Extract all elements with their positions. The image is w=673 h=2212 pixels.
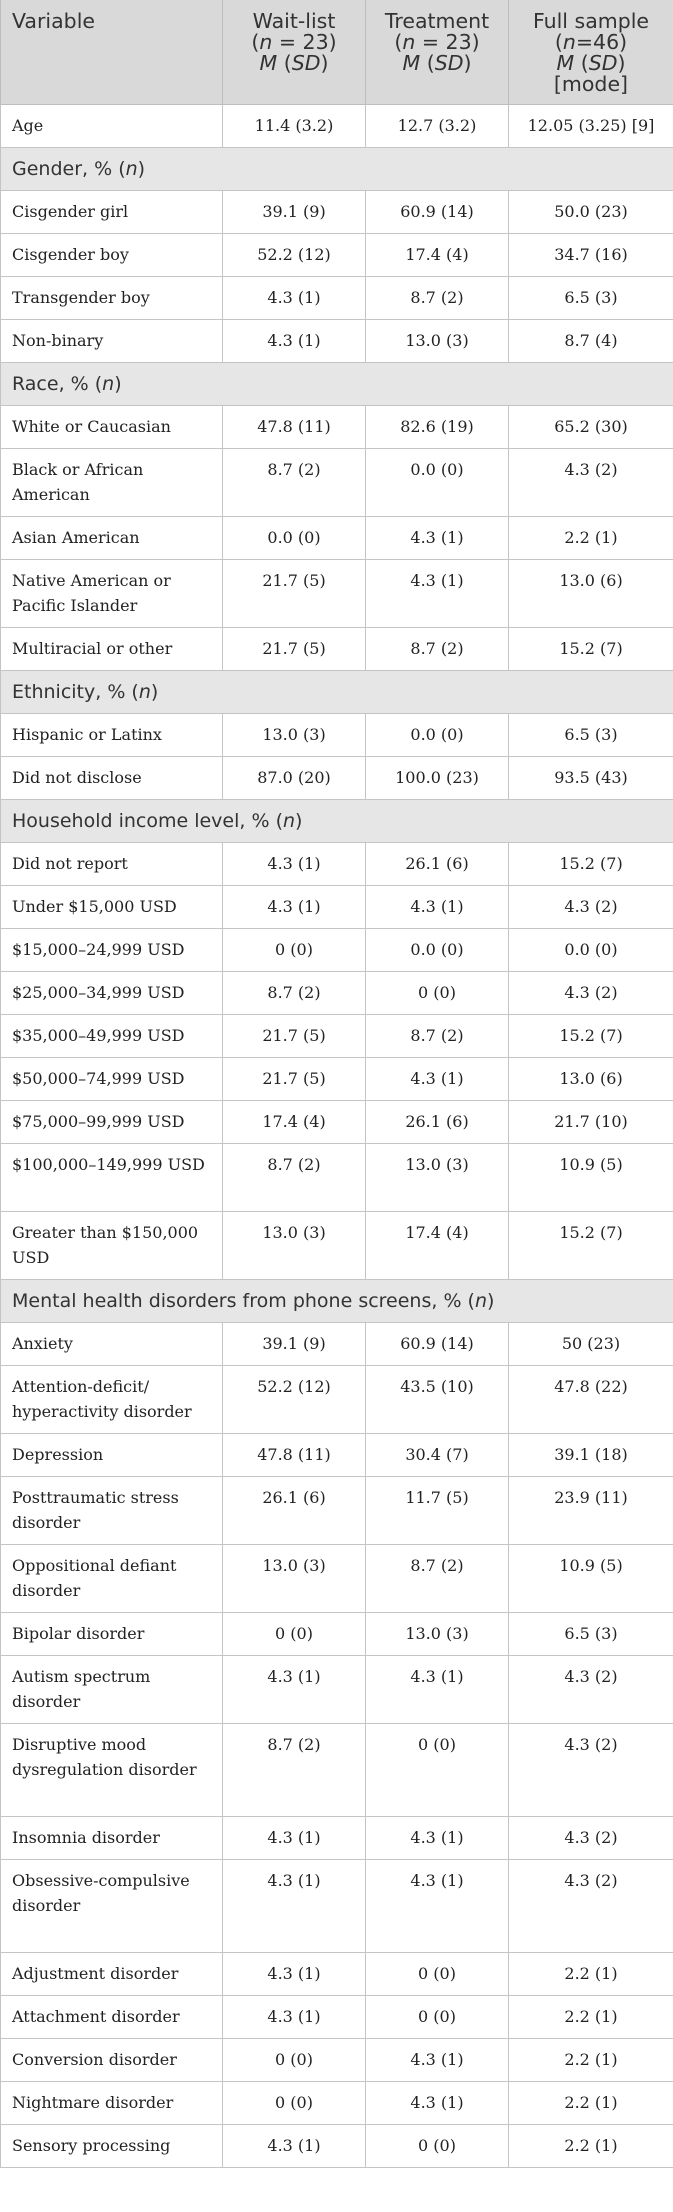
full-sample-value: 39.1 (18) [509,1433,673,1476]
full-sample-value: 47.8 (22) [509,1365,673,1433]
treatment-value: 0.0 (0) [366,928,509,971]
full-sample-value: 21.7 (10) [509,1100,673,1143]
full-sample-value: 6.5 (3) [509,713,673,756]
row-label: $100,000–149,999 USD [1,1143,223,1211]
table-row [1,713,673,756]
full-sample-value: 6.5 (3) [509,276,673,319]
header-full-sample: Full sample (n=46) M (SD) [mode] [509,0,673,104]
row-label: Native American or Pacific Islander [1,559,223,627]
full-sample-value: 50 (23) [509,1322,673,1365]
section-header-row [1,670,673,713]
waitlist-value: 26.1 (6) [223,1476,366,1544]
row-label: Under $15,000 USD [1,885,223,928]
waitlist-value: 4.3 (1) [223,885,366,928]
full-sample-value: 4.3 (2) [509,1655,673,1723]
table-row [1,756,673,799]
row-label: Anxiety [1,1322,223,1365]
table-row [1,928,673,971]
waitlist-value: 4.3 (1) [223,842,366,885]
full-sample-value: 6.5 (3) [509,1612,673,1655]
row-label: Transgender boy [1,276,223,319]
row-label: Black or African American [1,448,223,516]
table-row [1,1612,673,1655]
full-sample-value: 2.2 (1) [509,1952,673,1995]
treatment-value: 13.0 (3) [366,1143,509,1211]
row-label: Did not disclose [1,756,223,799]
full-sample-value: 4.3 (2) [509,1816,673,1859]
full-sample-value: 2.2 (1) [509,516,673,559]
row-label: Cisgender boy [1,233,223,276]
treatment-value: 0 (0) [366,1995,509,2038]
table-row [1,1057,673,1100]
full-sample-value: 15.2 (7) [509,627,673,670]
waitlist-value: 8.7 (2) [223,1723,366,1816]
full-sample-value: 8.7 (4) [509,319,673,362]
header-variable-label: Variable [12,9,96,33]
row-label: Oppositional defiant disorder [1,1544,223,1612]
full-sample-value: 15.2 (7) [509,842,673,885]
full-sample-value: 2.2 (1) [509,1995,673,2038]
treatment-value: 8.7 (2) [366,1544,509,1612]
treatment-value: 8.7 (2) [366,276,509,319]
waitlist-value: 52.2 (12) [223,1365,366,1433]
row-label: Asian American [1,516,223,559]
treatment-value: 0 (0) [366,1952,509,1995]
table-row [1,842,673,885]
table-row [1,190,673,233]
full-sample-value: 12.05 (3.25) [9] [509,104,673,147]
full-sample-value: 4.3 (2) [509,971,673,1014]
header-waitlist: Wait-list (n = 23) M (SD) [223,0,366,104]
table-row [1,1723,673,1816]
table-row [1,405,673,448]
row-label: Attachment disorder [1,1995,223,2038]
waitlist-value: 4.3 (1) [223,2124,366,2167]
treatment-value: 4.3 (1) [366,1859,509,1952]
table-row [1,319,673,362]
row-label: Adjustment disorder [1,1952,223,1995]
treatment-value: 43.5 (10) [366,1365,509,1433]
waitlist-value: 0 (0) [223,1612,366,1655]
full-sample-value: 10.9 (5) [509,1143,673,1211]
full-sample-value: 0.0 (0) [509,928,673,971]
waitlist-value: 39.1 (9) [223,1322,366,1365]
treatment-value: 4.3 (1) [366,1655,509,1723]
table-row [1,2038,673,2081]
waitlist-value: 52.2 (12) [223,233,366,276]
full-sample-value: 93.5 (43) [509,756,673,799]
row-label: Did not report [1,842,223,885]
table-row [1,1322,673,1365]
waitlist-value: 47.8 (11) [223,405,366,448]
table-row [1,1952,673,1995]
section-title: Race, % (n) [1,362,673,405]
row-label: Conversion disorder [1,2038,223,2081]
waitlist-value: 4.3 (1) [223,319,366,362]
table-row [1,885,673,928]
treatment-value: 82.6 (19) [366,405,509,448]
header-row [1,0,673,104]
waitlist-value: 0 (0) [223,2038,366,2081]
treatment-value: 0 (0) [366,1723,509,1816]
waitlist-value: 0 (0) [223,928,366,971]
table-row [1,448,673,516]
treatment-value: 26.1 (6) [366,1100,509,1143]
table-row [1,971,673,1014]
header-full-name: Full sample [532,9,650,33]
treatment-value: 13.0 (3) [366,1612,509,1655]
table-header [1,0,673,104]
treatment-value: 60.9 (14) [366,190,509,233]
row-label: Attention-deficit/ hyperactivity disorder [1,1365,223,1433]
full-sample-value: 4.3 (2) [509,885,673,928]
waitlist-value: 21.7 (5) [223,559,366,627]
table-row [1,276,673,319]
full-sample-value: 4.3 (2) [509,1859,673,1952]
waitlist-value: 13.0 (3) [223,1211,366,1279]
treatment-value: 11.7 (5) [366,1476,509,1544]
full-sample-value: 2.2 (1) [509,2081,673,2124]
row-label: White or Caucasian [1,405,223,448]
waitlist-value: 4.3 (1) [223,1995,366,2038]
full-sample-value: 15.2 (7) [509,1211,673,1279]
waitlist-value: 4.3 (1) [223,1952,366,1995]
table-row [1,516,673,559]
section-title: Mental health disorders from phone screens, % (n) [1,1279,673,1322]
treatment-value: 13.0 (3) [366,319,509,362]
row-label: $75,000–99,999 USD [1,1100,223,1143]
table-row [1,1143,673,1211]
waitlist-value: 8.7 (2) [223,1143,366,1211]
waitlist-value: 4.3 (1) [223,1859,366,1952]
row-label: Age [1,104,223,147]
table-row [1,1211,673,1279]
waitlist-value: 4.3 (1) [223,1655,366,1723]
waitlist-value: 13.0 (3) [223,713,366,756]
treatment-value: 4.3 (1) [366,559,509,627]
section-title: Gender, % (n) [1,147,673,190]
table-row [1,1544,673,1612]
waitlist-value: 8.7 (2) [223,448,366,516]
waitlist-value: 4.3 (1) [223,1816,366,1859]
table-row [1,104,673,147]
waitlist-value: 47.8 (11) [223,1433,366,1476]
table-row [1,1365,673,1433]
table-row [1,1100,673,1143]
table-row [1,233,673,276]
header-treatment: Treatment (n = 23) M (SD) [366,0,509,104]
full-sample-value: 2.2 (1) [509,2038,673,2081]
row-label: Nightmare disorder [1,2081,223,2124]
treatment-value: 0 (0) [366,2124,509,2167]
treatment-value: 4.3 (1) [366,2081,509,2124]
full-sample-value: 23.9 (11) [509,1476,673,1544]
table-row [1,2124,673,2167]
table-row [1,1014,673,1057]
waitlist-value: 4.3 (1) [223,276,366,319]
treatment-value: 17.4 (4) [366,1211,509,1279]
row-label: $50,000–74,999 USD [1,1057,223,1100]
row-label: Cisgender girl [1,190,223,233]
waitlist-value: 17.4 (4) [223,1100,366,1143]
table-row [1,559,673,627]
treatment-value: 100.0 (23) [366,756,509,799]
full-sample-value: 50.0 (23) [509,190,673,233]
treatment-value: 17.4 (4) [366,233,509,276]
treatment-value: 0.0 (0) [366,448,509,516]
table-row [1,1995,673,2038]
table-row [1,1655,673,1723]
table-row [1,2081,673,2124]
header-waitlist-name: Wait-list [252,9,336,33]
waitlist-value: 0.0 (0) [223,516,366,559]
waitlist-value: 21.7 (5) [223,1057,366,1100]
treatment-value: 4.3 (1) [366,2038,509,2081]
section-title: Ethnicity, % (n) [1,670,673,713]
table-row [1,1859,673,1952]
treatment-value: 4.3 (1) [366,885,509,928]
full-sample-value: 34.7 (16) [509,233,673,276]
row-label: Non-binary [1,319,223,362]
section-header-row [1,799,673,842]
full-sample-value: 4.3 (2) [509,448,673,516]
waitlist-value: 21.7 (5) [223,1014,366,1057]
row-label: Bipolar disorder [1,1612,223,1655]
table-row [1,1476,673,1544]
table-body [1,104,673,2167]
treatment-value: 30.4 (7) [366,1433,509,1476]
treatment-value: 0.0 (0) [366,713,509,756]
row-label: Hispanic or Latinx [1,713,223,756]
row-label: Multiracial or other [1,627,223,670]
waitlist-value: 21.7 (5) [223,627,366,670]
row-label: Depression [1,1433,223,1476]
full-sample-value: 10.9 (5) [509,1544,673,1612]
section-title: Household income level, % (n) [1,799,673,842]
row-label: $35,000–49,999 USD [1,1014,223,1057]
table-row [1,1433,673,1476]
waitlist-value: 11.4 (3.2) [223,104,366,147]
row-label: $15,000–24,999 USD [1,928,223,971]
row-label: $25,000–34,999 USD [1,971,223,1014]
full-sample-value: 13.0 (6) [509,1057,673,1100]
row-label: Sensory processing [1,2124,223,2167]
full-sample-value: 13.0 (6) [509,559,673,627]
treatment-value: 26.1 (6) [366,842,509,885]
full-sample-value: 15.2 (7) [509,1014,673,1057]
full-sample-value: 2.2 (1) [509,2124,673,2167]
treatment-value: 0 (0) [366,971,509,1014]
row-label: Autism spectrum disorder [1,1655,223,1723]
section-header-row [1,147,673,190]
waitlist-value: 39.1 (9) [223,190,366,233]
treatment-value: 60.9 (14) [366,1322,509,1365]
section-header-row [1,1279,673,1322]
row-label: Posttraumatic stress disorder [1,1476,223,1544]
row-label: Insomnia disorder [1,1816,223,1859]
waitlist-value: 87.0 (20) [223,756,366,799]
treatment-value: 8.7 (2) [366,1014,509,1057]
table-row [1,627,673,670]
row-label: Greater than $150,000 USD [1,1211,223,1279]
row-label: Obsessive-compulsive disorder [1,1859,223,1952]
treatment-value: 12.7 (3.2) [366,104,509,147]
full-sample-value: 4.3 (2) [509,1723,673,1816]
waitlist-value: 13.0 (3) [223,1544,366,1612]
treatment-value: 4.3 (1) [366,1816,509,1859]
row-label: Disruptive mood dysregulation disorder [1,1723,223,1816]
header-treatment-name: Treatment [384,9,490,33]
waitlist-value: 8.7 (2) [223,971,366,1014]
treatment-value: 8.7 (2) [366,627,509,670]
section-header-row [1,362,673,405]
treatment-value: 4.3 (1) [366,1057,509,1100]
full-sample-value: 65.2 (30) [509,405,673,448]
treatment-value: 4.3 (1) [366,516,509,559]
waitlist-value: 0 (0) [223,2081,366,2124]
table-row [1,1816,673,1859]
header-variable [1,0,223,104]
